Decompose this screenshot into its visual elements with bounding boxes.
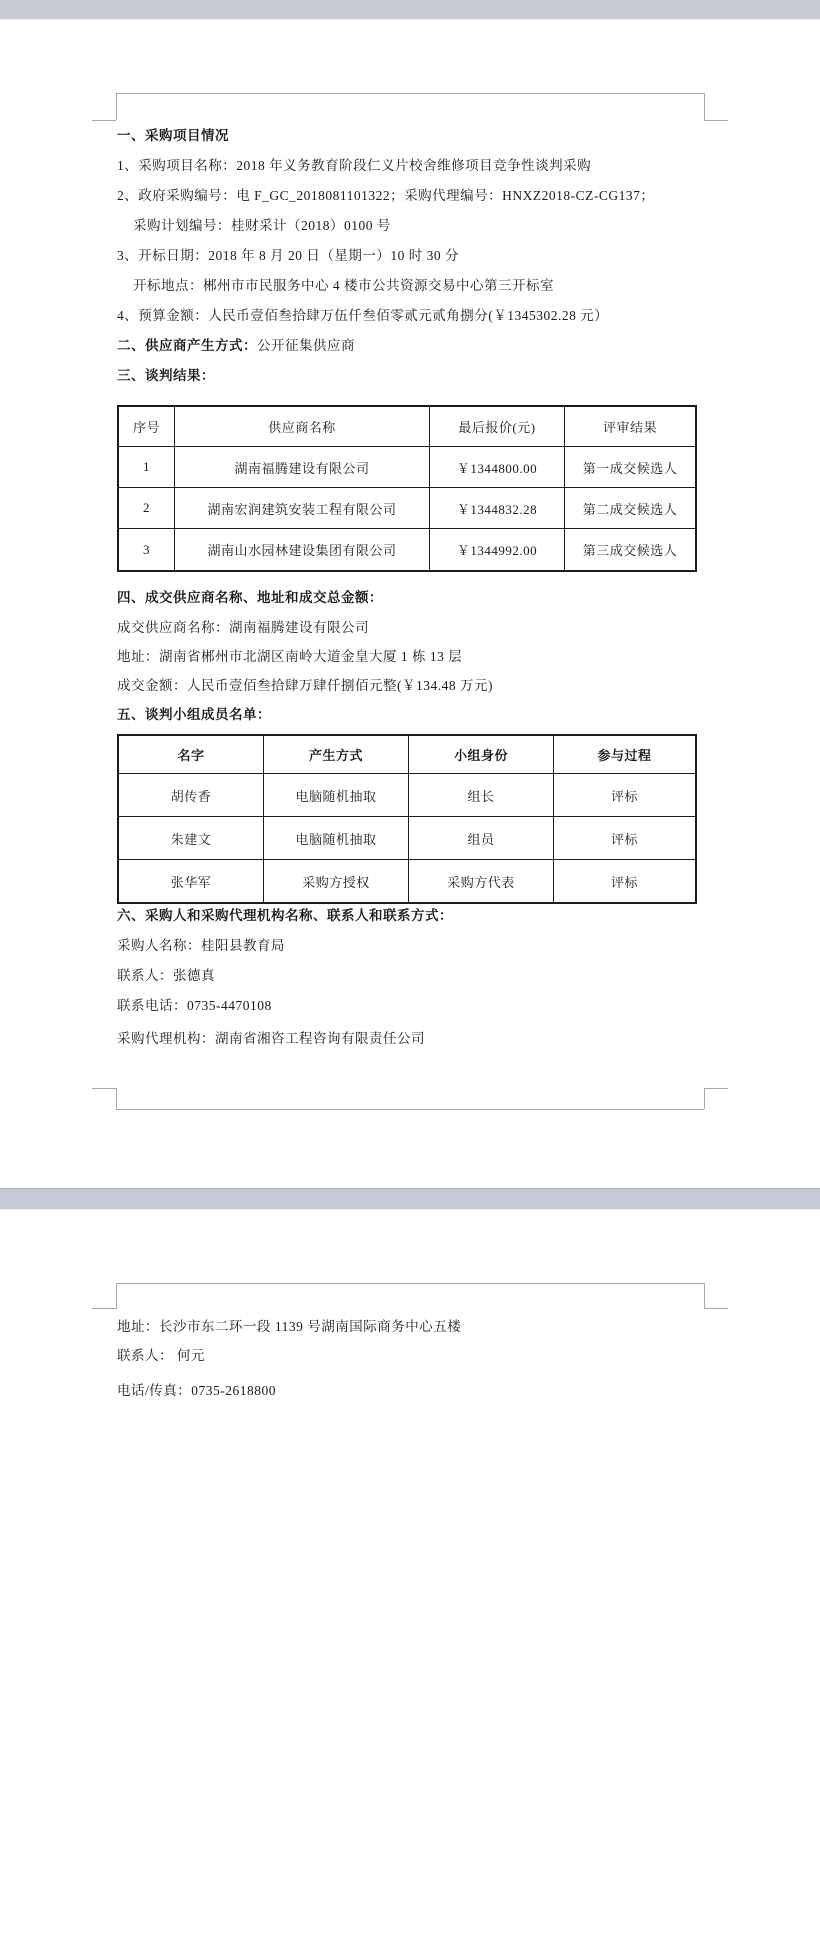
table-cell: 评标	[554, 774, 695, 817]
table-cell: 电脑随机抽取	[264, 774, 409, 817]
section3-heading: 三、谈判结果：	[117, 368, 215, 383]
table-header-cell: 小组身份	[409, 736, 554, 774]
plan-number-line: 采购计划编号：桂财采计（2018）0100 号	[133, 218, 391, 233]
page1-top-boundary-line	[116, 93, 704, 94]
page2-top-left-crop-mark	[116, 1283, 117, 1309]
table-cell: 湖南山水园林建设集团有限公司	[175, 529, 430, 570]
page1-top-left-crop-mark	[116, 93, 117, 120]
table-cell: 评标	[610, 874, 638, 890]
table-header-cell: 产生方式	[264, 736, 409, 774]
table-cell: 第三成交候选人	[582, 543, 678, 558]
table-header-cell: 名字	[119, 736, 264, 774]
section2-value: 公开征集供应商	[257, 338, 355, 353]
table-cell: 采购方授权	[264, 860, 409, 902]
section1-heading: 一、采购项目情况	[117, 128, 229, 143]
winner-name-line: 成交供应商名称：湖南福腾建设有限公司	[117, 620, 369, 635]
page1-bottom-right-crop-mark	[704, 1088, 705, 1109]
page1-top-left-crop-mark	[92, 120, 116, 121]
page1-bottom-boundary-line	[116, 1109, 704, 1110]
table-cell: 3	[119, 529, 175, 570]
negotiation-team-table	[117, 734, 697, 904]
table-cell: 1	[119, 447, 175, 488]
page1-top-right-crop-mark	[704, 120, 728, 121]
table-cell: 第二成交候选人	[565, 488, 695, 529]
negotiation-result-table	[117, 405, 697, 572]
bid-open-place-line: 开标地点：郴州市市民服务中心 4 楼市公共资源交易中心第三开标室	[133, 278, 554, 293]
agency-contact-line: 联系人： 何元	[117, 1348, 205, 1363]
project-name-line: 1、采购项目名称：2018 年义务教育阶段仁义片校舍维修项目竞争性谈判采购	[117, 158, 592, 173]
table-header-cell: 供应商名称	[175, 407, 430, 447]
table-header-cell: 评审结果	[565, 407, 695, 447]
page2-top-left-crop-mark	[92, 1308, 116, 1309]
winner-address-line: 地址：湖南省郴州市北湖区南岭大道金皇大厦 1 栋 13 层	[117, 649, 463, 664]
purchaser-name-line: 采购人名称：桂阳县教育局	[117, 938, 285, 953]
budget-amount-line: 4、预算金额：人民币壹佰叁拾肆万伍仟叁佰零贰元贰角捌分(￥1345302.28 元）	[117, 308, 609, 323]
section2-heading: 二、供应商产生方式：	[117, 338, 257, 353]
agency-phone-fax-line: 电话/传真：0735-2618800	[117, 1383, 276, 1398]
table-cell: 组员	[409, 817, 554, 860]
page-gap-top	[0, 0, 820, 20]
purchaser-phone-line: 联系电话：0735-4470108	[117, 998, 272, 1013]
agency-address-line: 地址：长沙市东二环一段 1139 号湖南国际商务中心五楼	[117, 1319, 462, 1334]
section4-heading: 四、成交供应商名称、地址和成交总金额：	[117, 590, 383, 605]
table-cell: ￥1344832.28	[430, 488, 565, 529]
deal-amount-line: 成交金额：人民币壹佰叁拾肆万肆仟捌佰元整(￥134.48 万元)	[117, 678, 493, 693]
table-cell: 评标	[554, 817, 695, 860]
table-cell: 第一成交候选人	[565, 447, 695, 488]
table-cell: ￥1344800.00	[430, 447, 565, 488]
table-cell: 组长	[409, 774, 554, 817]
table-header-cell: 参与过程	[554, 736, 695, 774]
page1-top-right-crop-mark	[704, 93, 705, 120]
section2-line	[117, 338, 355, 354]
page1-bottom-left-crop-mark	[92, 1088, 116, 1089]
agency-name-line: 采购代理机构：湖南省湘咨工程咨询有限责任公司	[117, 1031, 425, 1046]
table-cell: 电脑随机抽取	[264, 817, 409, 860]
page2-top-right-crop-mark	[704, 1308, 728, 1309]
page1-bottom-right-crop-mark	[704, 1088, 728, 1089]
table-cell: 湖南福腾建设有限公司	[175, 447, 430, 488]
table-header-cell: 序号	[119, 407, 175, 447]
table-cell: 朱建文	[119, 817, 264, 860]
procurement-number-line: 2、政府采购编号：电 F_GC_2018081101322；采购代理编号：HNXZ2018-CZ-CG137；	[117, 188, 655, 203]
table-cell: 湖南宏润建筑安装工程有限公司	[175, 488, 430, 529]
bid-open-date-line: 3、开标日期：2018 年 8 月 20 日（星期一）10 时 30 分	[117, 248, 459, 263]
page2-top-right-crop-mark	[704, 1283, 705, 1309]
table-cell: ￥1344992.00	[430, 529, 565, 570]
section6-heading: 六、采购人和采购代理机构名称、联系人和联系方式：	[117, 908, 453, 923]
table-header-cell: 最后报价(元)	[430, 407, 565, 447]
purchaser-contact-line: 联系人：张德真	[117, 968, 215, 983]
table-cell: 采购方代表	[409, 860, 554, 902]
page2-top-boundary-line	[116, 1283, 704, 1284]
page1-bottom-left-crop-mark	[116, 1088, 117, 1109]
table-cell: 胡传香	[119, 774, 264, 817]
table-cell: 2	[119, 488, 175, 529]
section5-heading: 五、谈判小组成员名单：	[117, 707, 271, 722]
page-gap-separator	[0, 1188, 820, 1210]
table-cell: 张华军	[119, 860, 264, 902]
